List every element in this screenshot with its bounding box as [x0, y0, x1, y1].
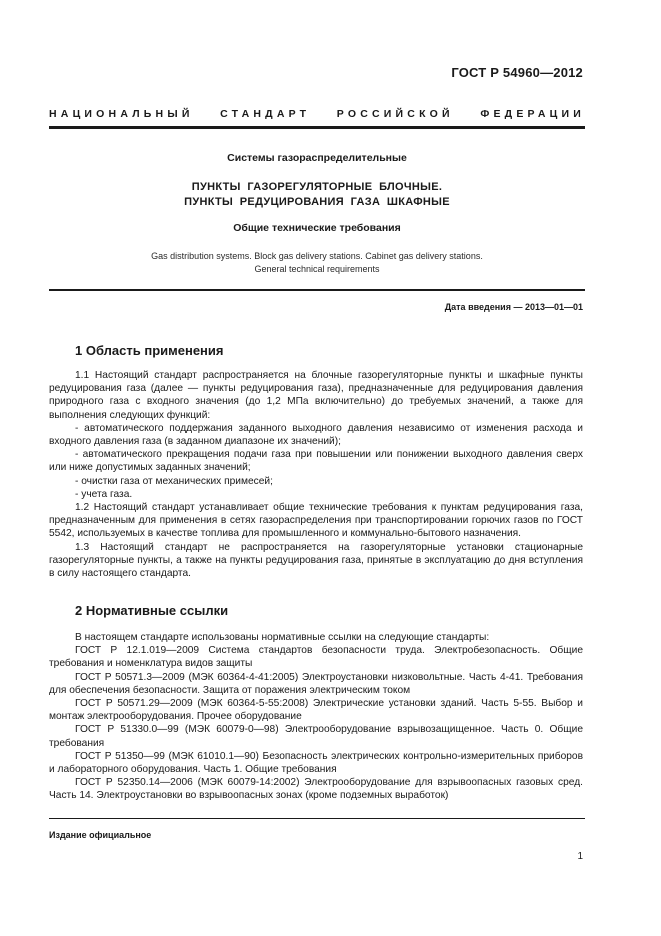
- reference-item: ГОСТ Р 51330.0—99 (МЭК 60079-0—98) Электрооборудование взрывозащищенное. Часть 0. Общие требования: [49, 724, 583, 749]
- standard-number: ГОСТ Р 54960—2012: [451, 65, 583, 80]
- paragraph-1-3: 1.3 Настоящий стандарт не распространяется на газорегуляторные установки стационарные газорегуляторные пункты, а также на пункты редуцирования газа, принятые в эксплуатацию до дня вступления в силу настоящего стандарта.: [49, 541, 583, 580]
- references-intro: В настоящем стандарте использованы нормативные ссылки на следующие стандарты:: [75, 632, 490, 643]
- reference-item: ГОСТ Р 12.1.019—2009 Система стандартов безопасности труда. Электробезопасность. Общие требования и номенклатура видов защиты: [49, 645, 583, 670]
- english-title-line-1: Gas distribution systems. Block gas delivery stations. Cabinet gas delivery stations.: [151, 251, 483, 261]
- banner-word-national: НАЦИОНАЛЬНЫЙ: [49, 108, 194, 120]
- section-2-heading: 2 Нормативные ссылки: [75, 603, 229, 618]
- reference-item: ГОСТ Р 50571.29—2009 (МЭК 60364-5-55:2008) Электрические установки зданий. Часть 5-55. Выбор и монтаж электрооборудования. Прочее оборудование: [49, 698, 583, 723]
- requirements-heading: Общие технические требования: [233, 222, 401, 234]
- document-subtitle: Системы газораспределительные: [227, 152, 407, 164]
- paragraph-1-2: 1.2 Настоящий стандарт устанавливает общие технические требования к пунктам редуцирования газа, предназначенным для применения в сетях газораспределения при транспортировании горючих газов по ГОСТ 5542, используемых в качестве топлива для промышленного и коммунально-бытового назначения.: [49, 502, 583, 540]
- banner-word-federation: ФЕДЕРАЦИИ: [480, 108, 585, 120]
- reference-item: ГОСТ Р 51350—99 (МЭК 61010.1—90) Безопасность электрических контрольно-измерительных приборов и лабораторного оборудования. Часть 1. Общие требования: [49, 750, 583, 776]
- list-item-cleaning: - очистки газа от механических примесей;: [75, 475, 273, 487]
- section-1-body: [49, 369, 583, 580]
- banner-word-russian: РОССИЙСКОЙ: [336, 108, 454, 120]
- section-1-heading: 1 Область применения: [75, 343, 224, 358]
- national-standard-banner: [49, 108, 585, 120]
- document-title: [49, 180, 585, 210]
- english-title-line-2: General technical requirements: [254, 264, 380, 274]
- reference-item: ГОСТ Р 52350.14—2006 (МЭК 60079-14:2002) Электрооборудование для взрывоопасных газовых сред. Часть 14. Электроустановки во взрывоопасных зонах (кроме подземных выработок): [49, 777, 583, 802]
- footer-divider: [49, 818, 585, 819]
- effective-date: Дата введения — 2013—01—01: [444, 302, 583, 312]
- list-item-pressure-maintenance: - автоматического поддержания заданного выходного давления независимо от изменения расхода и входного давления газа (в заданном диапазоне их значений);: [49, 422, 583, 448]
- title-line-1: ПУНКТЫ ГАЗОРЕГУЛЯТОРНЫЕ БЛОЧНЫЕ.: [191, 181, 443, 193]
- list-item-metering: - учета газа.: [75, 488, 133, 500]
- paragraph-1-1: 1.1 Настоящий стандарт распространяется на блочные газорегуляторные пункты и шкафные пункты редуцирования газа (далее — пункты редуцирования газа), предназначенные для редуцирования давления природного газа с входного значения (до 1,2 МПа включительно) до требуемых значений, а также для выполнения следующих функций:: [49, 370, 583, 421]
- list-item-shutoff: - автоматического прекращения подачи газа при повышении или понижении выходного давления сверх или ниже допустимых заданных значений;: [49, 449, 583, 474]
- title-divider: [49, 289, 585, 291]
- banner-word-standard: СТАНДАРТ: [220, 108, 311, 120]
- english-title: [49, 250, 585, 276]
- header-divider: [49, 126, 585, 129]
- official-edition-label: Издание официальное: [49, 830, 152, 840]
- page-number: 1: [577, 851, 583, 862]
- reference-item: ГОСТ Р 50571.3—2009 (МЭК 60364-4-41:2005) Электроустановки низковольтные. Часть 4-41. Требования для обеспечения безопасности. Защита от поражения электрическим током: [49, 671, 583, 696]
- title-line-2: ПУНКТЫ РЕДУЦИРОВАНИЯ ГАЗА ШКАФНЫЕ: [184, 196, 450, 208]
- section-2-body: [49, 631, 583, 803]
